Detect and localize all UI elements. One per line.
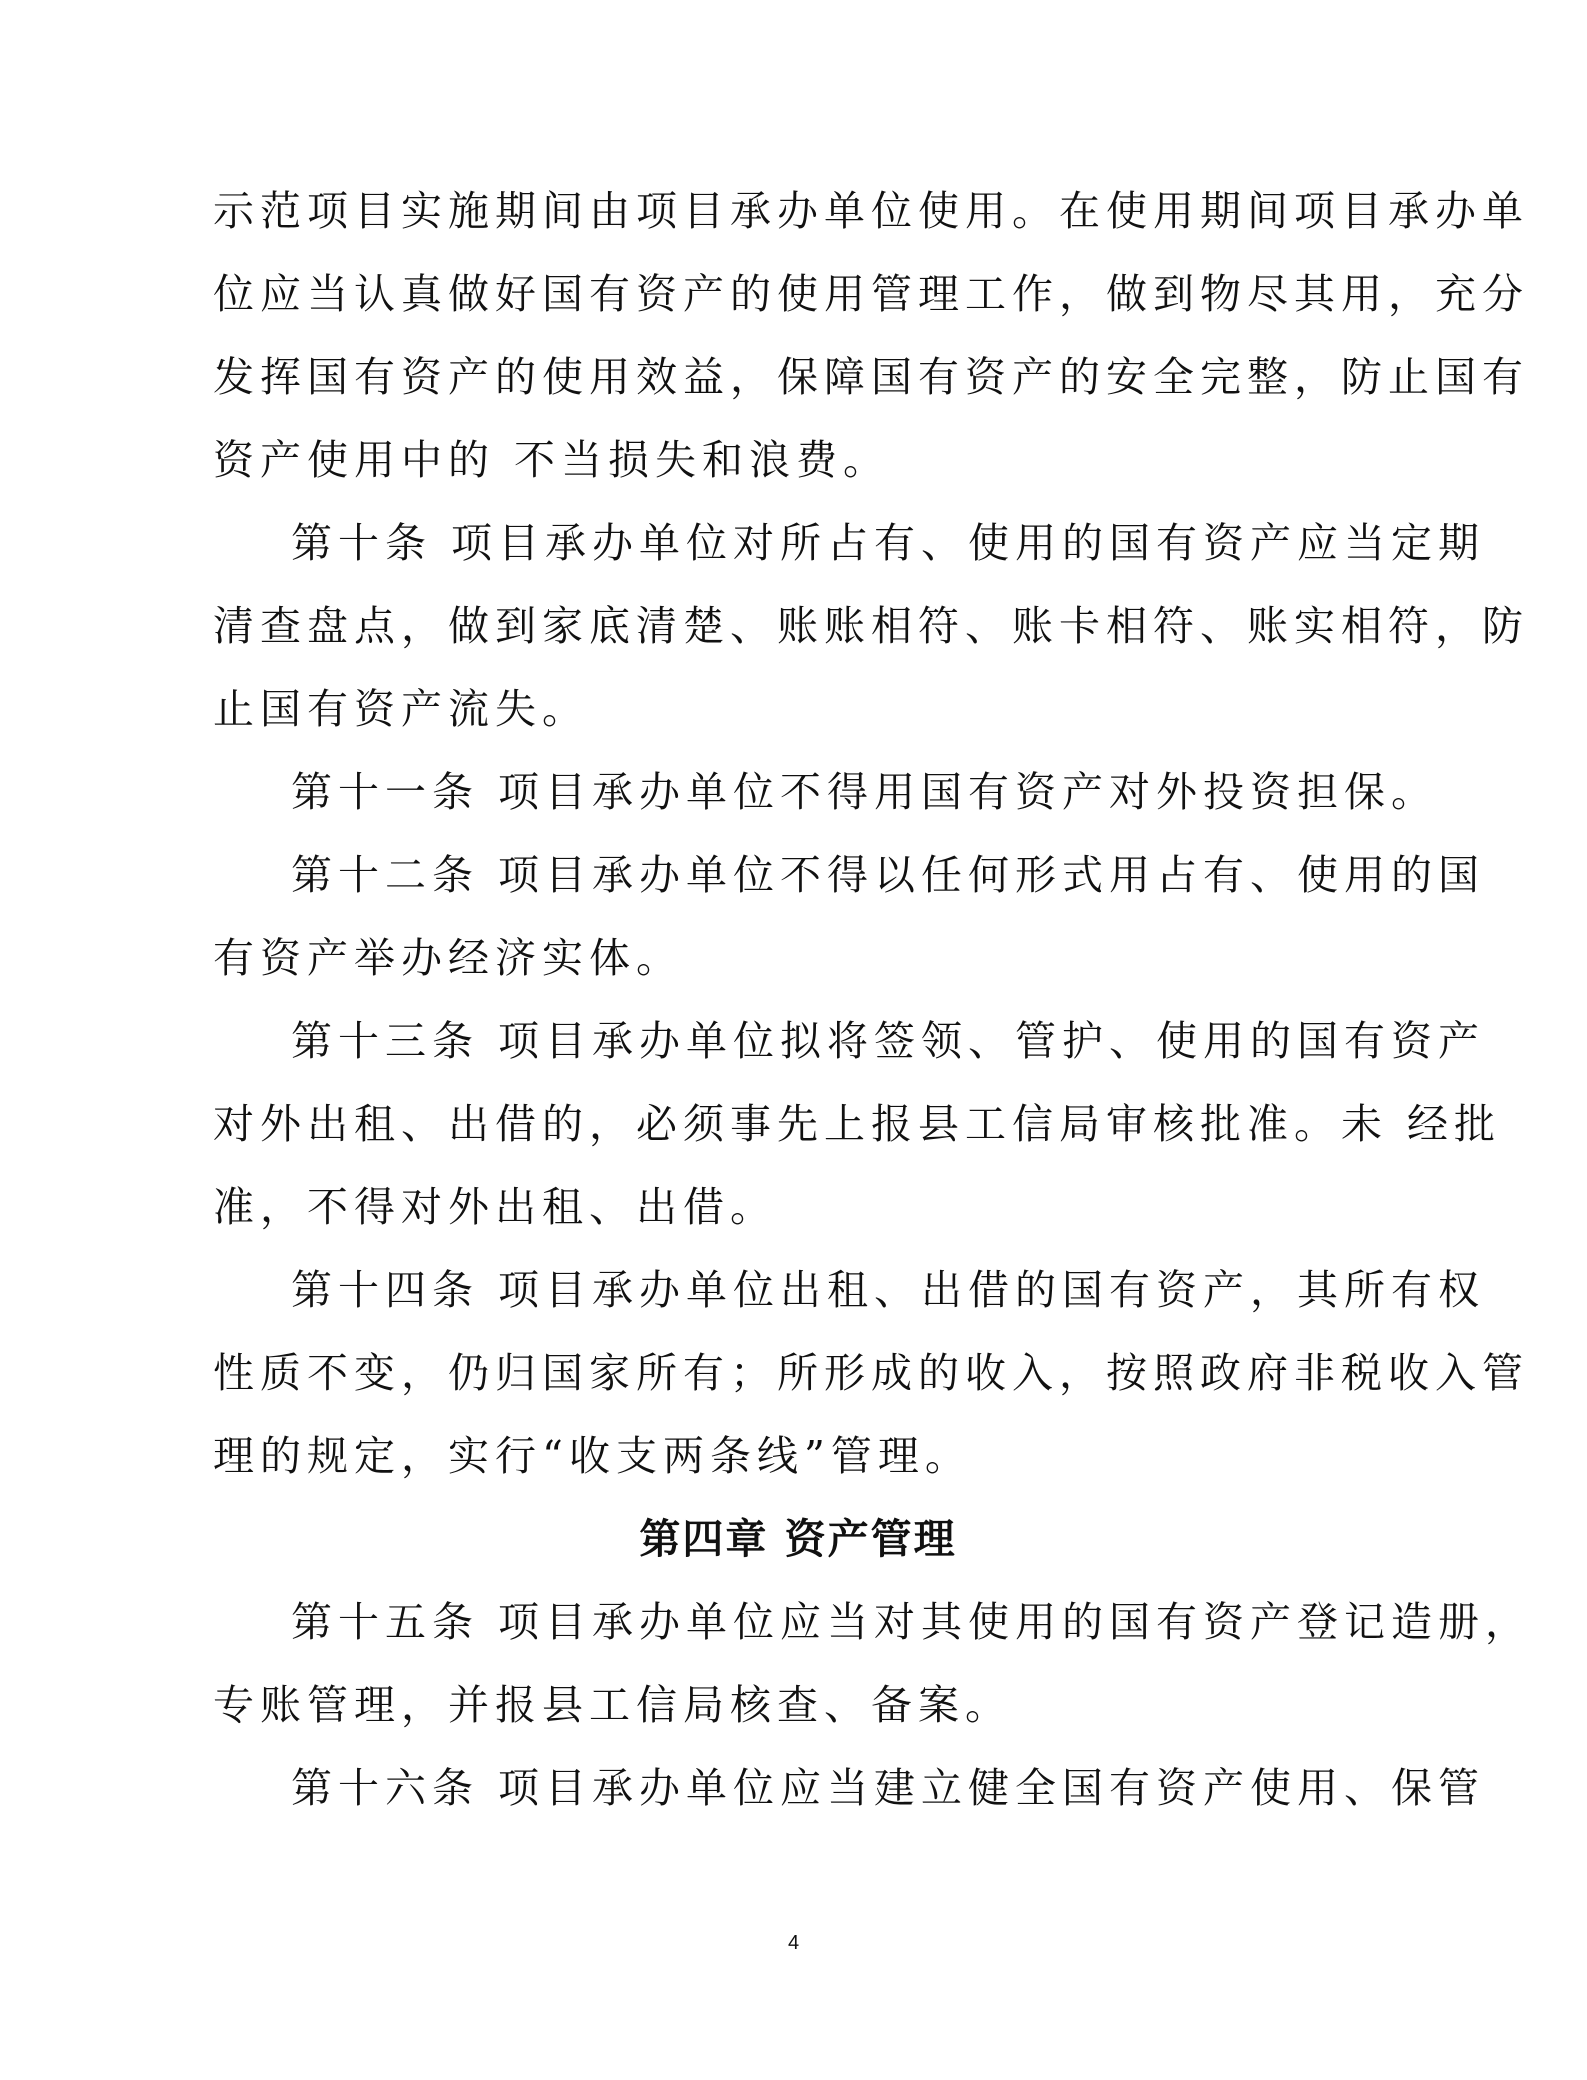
body-line: 理的规定，实行“收支两条线”管理。 (213, 1432, 972, 1480)
page-number: 4 (787, 1932, 800, 1954)
article-15-line: 第十五条 项目承办单位应当对其使用的国有资产登记造册， (291, 1598, 1533, 1646)
chapter-heading: 第四章 资产管理 (639, 1515, 957, 1563)
body-line: 示范项目实施期间由项目承办单位使用。在使用期间项目承办单 (213, 187, 1529, 235)
article-10-line: 第十条 项目承办单位对所占有、使用的国有资产应当定期 (291, 519, 1486, 567)
body-line: 资产使用中的 不当损失和浪费。 (213, 436, 891, 484)
body-line: 止国有资产流失。 (213, 685, 589, 733)
article-13-line: 第十三条 项目承办单位拟将签领、管护、使用的国有资产 (291, 1017, 1486, 1065)
article-11-line: 第十一条 项目承办单位不得用国有资产对外投资担保。 (291, 768, 1439, 816)
article-12-line: 第十二条 项目承办单位不得以任何形式用占有、使用的国 (291, 851, 1486, 899)
body-line: 准，不得对外出租、出借。 (213, 1183, 777, 1231)
body-line: 清查盘点，做到家底清楚、账账相符、账卡相符、账实相符，防 (213, 602, 1529, 650)
article-16-line: 第十六条 项目承办单位应当建立健全国有资产使用、保管 (291, 1764, 1486, 1812)
document-body (213, 170, 1533, 1830)
body-line: 性质不变，仍归国家所有；所形成的收入，按照政府非税收入管 (213, 1349, 1529, 1397)
body-line: 专账管理，并报县工信局核查、备案。 (213, 1681, 1012, 1729)
article-14-line: 第十四条 项目承办单位出租、出借的国有资产，其所有权 (291, 1266, 1486, 1314)
body-line: 对外出租、出借的，必须事先上报县工信局审核批准。未 经批 (213, 1100, 1502, 1148)
body-line: 有资产举办经济实体。 (213, 934, 683, 982)
body-line: 发挥国有资产的使用效益，保障国有资产的安全完整，防止国有 (213, 353, 1529, 401)
body-line: 位应当认真做好国有资产的使用管理工作，做到物尽其用，充分 (213, 270, 1529, 318)
